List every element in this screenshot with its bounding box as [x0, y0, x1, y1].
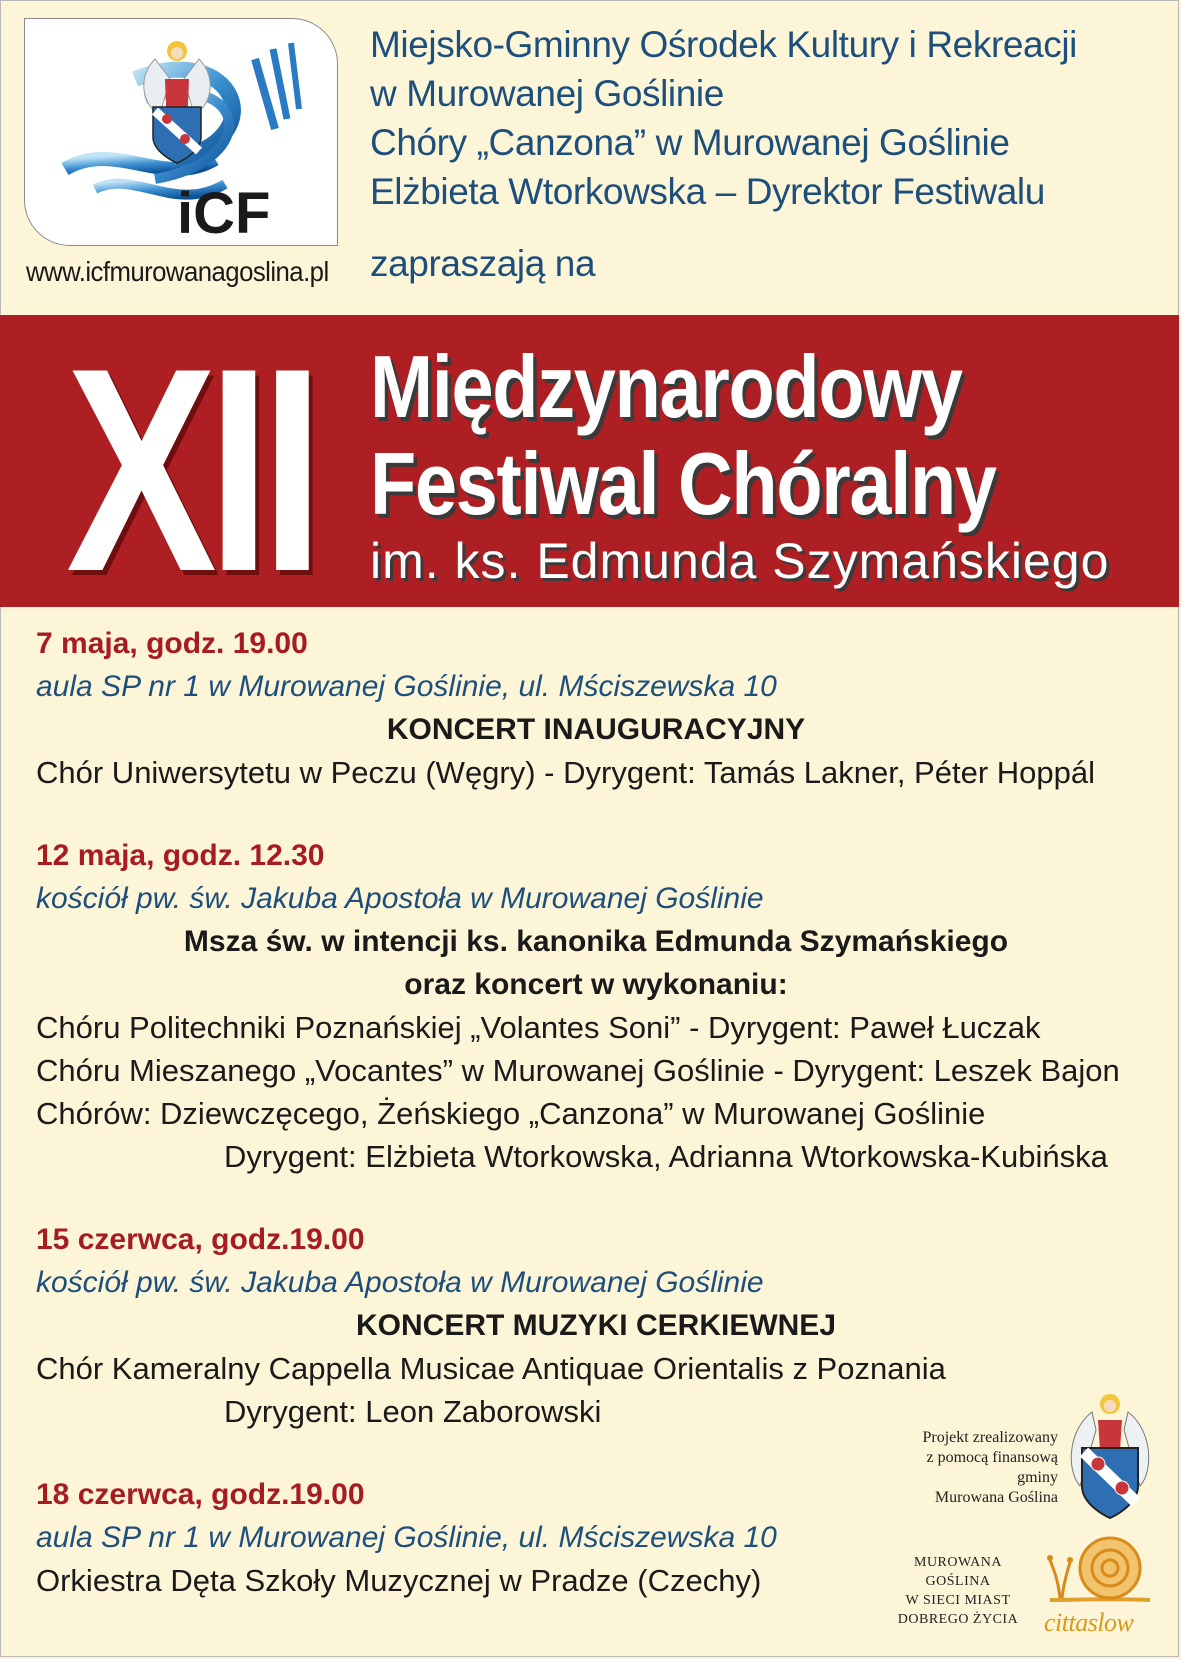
event-1 — [36, 622, 1156, 794]
icf-logo — [24, 18, 338, 246]
festival-title-line1: Międzynarodowy — [370, 337, 962, 436]
cittaslow-line: DOBREGO ŻYCIA — [897, 1612, 1019, 1627]
event-performer: Chórów: Dziewczęcego, Żeńskiego „Canzona” w Murowanej Goślinie — [36, 1096, 986, 1131]
edition-number: XII — [66, 308, 315, 632]
event-performer: Chór Kameralny Cappella Musicae Antiquae Orientalis z Poznania — [36, 1351, 946, 1386]
cittaslow-caption — [880, 1553, 1036, 1629]
event-performer: Orkiestra Dęta Szkoły Muzycznej w Pradze (Czechy) — [36, 1563, 762, 1598]
organizer-line: Chóry „Canzona” w Murowanej Goślinie — [370, 122, 1010, 163]
ribbon-angel-emblem-icon — [25, 19, 338, 246]
event-performer: Chóru Politechniki Poznańskiej „Volantes Soni” - Dyrygent: Paweł Łuczak — [36, 1010, 1041, 1045]
event-place: kościół pw. św. Jakuba Apostoła w Murowanej Goślinie — [36, 882, 764, 915]
event-heading: KONCERT MUZYKI CERKIEWNEJ — [355, 1309, 836, 1342]
event-heading: Msza św. w intencji ks. kanonika Edmunda Szymańskiego — [183, 925, 1009, 958]
event-heading: KONCERT INAUGURACYJNY — [386, 713, 806, 746]
town-crest-icon — [1062, 1390, 1158, 1522]
event-date: 7 maja, godz. 19.00 — [36, 627, 308, 660]
sponsor-line: Projekt zrealizowany — [922, 1429, 1058, 1446]
event-place: aula SP nr 1 w Murowanej Goślinie, ul. Mściszewska 10 — [36, 1521, 777, 1554]
event-subheading: oraz koncert w wykonaniu: — [404, 968, 788, 1001]
svg-text:iCF: iCF — [177, 181, 271, 246]
festival-patron: im. ks. Edmunda Szymańskiego — [370, 533, 1110, 589]
event-place: aula SP nr 1 w Murowanej Goślinie, ul. Mściszewska 10 — [36, 670, 777, 703]
organizers — [370, 20, 1170, 216]
snail-icon — [1040, 1520, 1170, 1610]
event-conductor: Dyrygent: Leon Zaborowski — [224, 1394, 602, 1429]
event-date: 12 maja, godz. 12.30 — [36, 839, 325, 872]
cittaslow-line: MUROWANA — [914, 1555, 1002, 1570]
event-performer: Chóru Mieszanego „Vocantes” w Murowanej Goślinie - Dyrygent: Leszek Bajon — [36, 1053, 1120, 1088]
website-link[interactable]: www.icfmurowanagoslina.pl — [26, 256, 329, 287]
event-place: kościół pw. św. Jakuba Apostoła w Murowanej Goślinie — [36, 1266, 764, 1299]
festival-title-line2: Festiwal Chóralny — [370, 434, 996, 533]
event-date: 15 czerwca, godz.19.00 — [36, 1223, 365, 1256]
organizer-line: Miejsko-Gminny Ośrodek Kultury i Rekreacji — [370, 24, 1077, 65]
organizer-line: Elżbieta Wtorkowska – Dyrektor Festiwalu — [370, 171, 1045, 212]
invite-text: zapraszają na — [370, 243, 596, 284]
cittaslow-line: W SIECI MIAST — [905, 1593, 1011, 1608]
event-performer: Chór Uniwersytetu w Peczu (Węgry) - Dyrygent: Tamás Lakner, Péter Hoppál — [36, 755, 1095, 790]
event-2 — [36, 834, 1156, 1178]
cittaslow-logo-text: cittaslow — [1044, 1608, 1134, 1637]
sponsor-line: Murowana Goślina — [934, 1489, 1058, 1506]
event-conductor: Dyrygent: Elżbieta Wtorkowska, Adrianna Wtorkowska-Kubińska — [224, 1139, 1108, 1174]
cittaslow-line: GOŚLINA — [925, 1574, 991, 1589]
sponsor-line: gminy — [1017, 1469, 1058, 1486]
event-3 — [36, 1218, 1156, 1433]
sponsor-note — [880, 1428, 1058, 1508]
event-date: 18 czerwca, godz.19.00 — [36, 1478, 365, 1511]
sponsor-line: z pomocą finansową — [926, 1449, 1058, 1466]
organizer-line: w Murowanej Goślinie — [370, 73, 724, 114]
